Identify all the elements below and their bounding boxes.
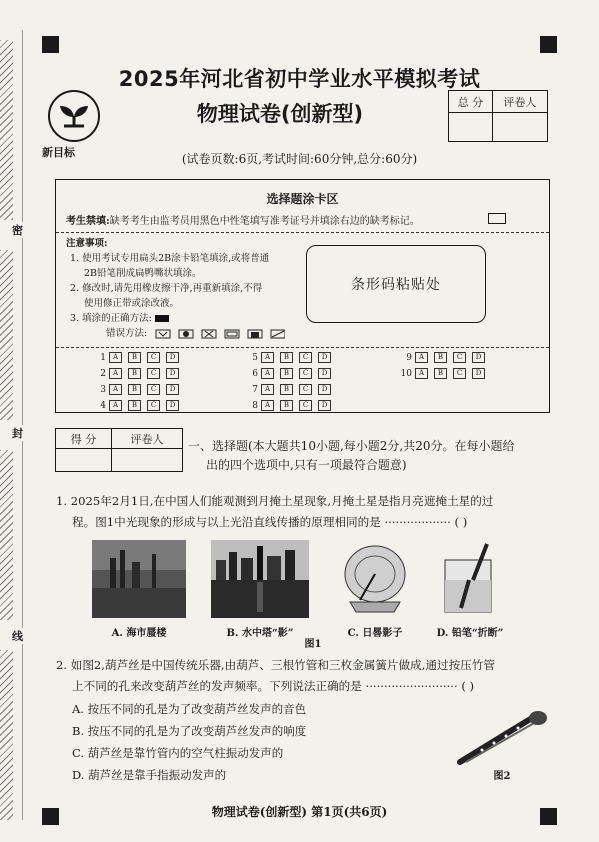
answer-bubble-d[interactable]: D <box>318 352 331 363</box>
note-line: 使用修正带或涂改液。 <box>84 298 180 309</box>
answer-row-4 <box>94 400 185 411</box>
answer-row-number: 9 <box>406 352 412 363</box>
tower-reflection-image <box>211 540 309 618</box>
question-1-line1: 1. 2025年2月1日,在中国人们能观测到月掩土星现象,月掩土星是指月亮遮掩土星的过 <box>56 494 494 508</box>
section-grader-cell[interactable] <box>112 449 183 472</box>
bent-pencil-image <box>437 540 503 618</box>
exam-title: 2025年河北省初中学业水平模拟考试 <box>118 67 481 91</box>
binding-char-xian: 线 <box>12 630 23 643</box>
absent-warning <box>66 212 420 227</box>
correct-method-label: 3. 填涂的正确方法: <box>70 313 152 324</box>
answer-row-3 <box>94 384 185 395</box>
answer-bubble-d[interactable]: D <box>166 368 179 379</box>
hulusi-image <box>452 706 552 768</box>
wrong-method-label: 错误方法: <box>106 328 148 339</box>
figure-1-caption-b: B. 水中塔“影” <box>226 628 294 639</box>
answer-bubble-d[interactable]: D <box>166 352 179 363</box>
binding-char-mi: 密 <box>12 224 23 237</box>
answer-bubble-a[interactable]: A <box>415 352 428 363</box>
answer-row-number: 10 <box>400 368 412 379</box>
absent-mark-box[interactable] <box>488 213 506 224</box>
answer-row-number: 6 <box>252 368 258 379</box>
answer-bubble-d[interactable]: D <box>472 352 485 363</box>
answer-bubble-b[interactable]: B <box>280 400 293 411</box>
answer-row-5 <box>246 352 337 363</box>
absent-warning-text: 缺考考生由监考员用黑色中性笔填写准考证号并填涂右边的缺考标记。 <box>109 216 420 227</box>
figure-1-caption-a: A. 海市蜃楼 <box>111 628 167 639</box>
figure-1-caption-c: C. 日晷影子 <box>347 628 403 639</box>
answer-bubble-d[interactable]: D <box>318 400 331 411</box>
answer-bubble-c[interactable]: C <box>147 352 160 363</box>
logo-icon <box>48 90 100 142</box>
answer-bubble-c[interactable]: C <box>147 384 160 395</box>
figure-2-label: 图2 <box>493 771 511 782</box>
answer-bubble-a[interactable]: A <box>261 368 274 379</box>
note-line: 2B铅笔削成扁鸭嘴状填涂。 <box>84 268 202 279</box>
answer-bubble-a[interactable]: A <box>261 384 274 395</box>
section-grader-header: 评卷人 <box>112 429 183 449</box>
answer-bubble-d[interactable]: D <box>318 368 331 379</box>
answer-row-number: 3 <box>100 384 106 395</box>
answer-bubble-d[interactable]: D <box>166 384 179 395</box>
binding-hatch <box>0 450 13 620</box>
answer-row-2 <box>94 368 185 379</box>
total-score-header: 总 分 <box>449 91 493 113</box>
answer-row-7 <box>246 384 337 395</box>
registration-mark-top-left <box>42 36 59 53</box>
answer-bubble-b[interactable]: B <box>128 400 141 411</box>
logo-label: 新目标 <box>42 146 75 159</box>
answer-row-10 <box>400 368 491 379</box>
section-heading-line2: 出的四个选项中,只有一项最符合题意) <box>206 458 407 472</box>
binding-hatch <box>0 650 13 820</box>
answer-bubble-a[interactable]: A <box>415 368 428 379</box>
answer-bubble-c[interactable]: C <box>147 368 160 379</box>
answer-row-1 <box>94 352 185 363</box>
wrong-method-icons <box>155 329 285 339</box>
answer-row-number: 4 <box>100 400 106 411</box>
figure-1-caption-d: D. 铅笔“折断” <box>436 628 504 639</box>
question-2-option-b[interactable]: B. 按压不同的孔是为了改变葫芦丝发声的响度 <box>72 724 307 738</box>
notes-block <box>66 236 306 341</box>
notes-title: 注意事项: <box>66 238 108 249</box>
answer-card-title: 选择题涂卡区 <box>266 192 339 206</box>
correct-fill-icon <box>155 315 169 322</box>
answer-bubble-c[interactable]: C <box>453 352 466 363</box>
note-line: 2. 修改时,请先用橡皮擦干净,再重新填涂,不得 <box>70 283 263 294</box>
total-score-cell[interactable] <box>449 113 493 142</box>
section-score-table <box>55 428 183 472</box>
answer-row-9 <box>400 352 491 363</box>
note-line <box>66 311 306 326</box>
answer-row-6 <box>246 368 337 379</box>
answer-card <box>55 179 550 413</box>
answer-bubble-b[interactable]: B <box>280 384 293 395</box>
answer-bubble-d[interactable]: D <box>318 384 331 395</box>
paper-subtitle: 物理试卷(创新型) <box>196 102 364 126</box>
exam-info: (试卷页数:6页,考试时间:60分钟,总分:60分) <box>181 152 418 166</box>
answer-bubble-b[interactable]: B <box>128 352 141 363</box>
question-2 <box>56 655 556 697</box>
section-heading <box>188 437 548 475</box>
card-separator <box>56 232 549 233</box>
answer-bubble-c[interactable]: C <box>299 368 312 379</box>
total-score-table <box>448 90 548 142</box>
answer-bubble-c[interactable]: C <box>147 400 160 411</box>
answer-bubble-a[interactable]: A <box>109 368 122 379</box>
answer-row-number: 2 <box>100 368 106 379</box>
answer-bubble-a[interactable]: A <box>261 400 274 411</box>
answer-bubble-d[interactable]: D <box>472 368 485 379</box>
answer-bubble-c[interactable]: C <box>299 384 312 395</box>
answer-bubble-a[interactable]: A <box>109 352 122 363</box>
answer-bubble-b[interactable]: B <box>128 384 141 395</box>
mirage-image <box>92 540 186 618</box>
sprout-icon <box>50 92 98 140</box>
grader-header: 评卷人 <box>492 91 547 113</box>
section-heading-line1: 一、选择题(本大题共10小题,每小题2分,共20分。在每小题给 <box>188 439 515 453</box>
absent-warning-label: 考生禁填: <box>66 216 110 227</box>
answer-bubble-b[interactable]: B <box>434 368 447 379</box>
question-2-option-d[interactable]: D. 葫芦丝是靠手指振动发声的 <box>72 768 227 782</box>
section-score-header: 得 分 <box>56 429 112 449</box>
answer-bubble-b[interactable]: B <box>280 368 293 379</box>
sundial-image <box>340 540 410 618</box>
answer-bubble-d[interactable]: D <box>166 400 179 411</box>
answer-bubble-c[interactable]: C <box>453 368 466 379</box>
answer-bubble-a[interactable]: A <box>109 400 122 411</box>
binding-hatch <box>0 250 13 420</box>
question-2-option-a[interactable]: A. 按压不同的孔是为了改变葫芦丝发声的音色 <box>72 702 307 716</box>
wrong-method-row <box>66 326 306 341</box>
answer-row-number: 5 <box>252 352 258 363</box>
answer-bubble-c[interactable]: C <box>299 352 312 363</box>
answer-bubble-b[interactable]: B <box>280 352 293 363</box>
page-footer: 物理试卷(创新型) 第1页(共6页) <box>211 805 388 819</box>
answer-row-number: 7 <box>252 384 258 395</box>
question-1 <box>56 491 556 533</box>
answer-row-8 <box>246 400 337 411</box>
answer-row-number: 1 <box>100 352 106 363</box>
question-2-line1: 2. 如图2,葫芦丝是中国传统乐器,由葫芦、三根竹管和三枚金属簧片做成,通过按压竹管 <box>56 658 495 672</box>
answer-row-number: 8 <box>252 400 258 411</box>
question-2-option-c[interactable]: C. 葫芦丝是靠竹管内的空气柱振动发声的 <box>72 746 284 760</box>
section-score-cell[interactable] <box>56 449 112 472</box>
registration-mark-top-right <box>540 36 557 53</box>
answer-bubble-c[interactable]: C <box>299 400 312 411</box>
figure-1-label: 图1 <box>304 639 322 650</box>
note-line: 1. 使用考试专用扁头2B涂卡铅笔填涂,或将普通 <box>70 253 270 264</box>
grader-cell[interactable] <box>492 113 547 142</box>
barcode-area: 条形码粘贴处 <box>306 245 486 323</box>
binding-char-feng: 封 <box>12 427 23 440</box>
answer-bubble-b[interactable]: B <box>128 368 141 379</box>
card-separator <box>56 347 549 348</box>
answer-bubble-a[interactable]: A <box>261 352 274 363</box>
answer-bubble-a[interactable]: A <box>109 384 122 395</box>
question-1-line2: 程。图1中光现象的形成与以上光沿直线传播的原理相同的是 ·················· ( ) <box>72 515 468 529</box>
answer-bubble-b[interactable]: B <box>434 352 447 363</box>
question-2-line2: 上不同的孔来改变葫芦丝的发声频率。下列说法正确的是 ························· ( ) <box>72 679 475 693</box>
